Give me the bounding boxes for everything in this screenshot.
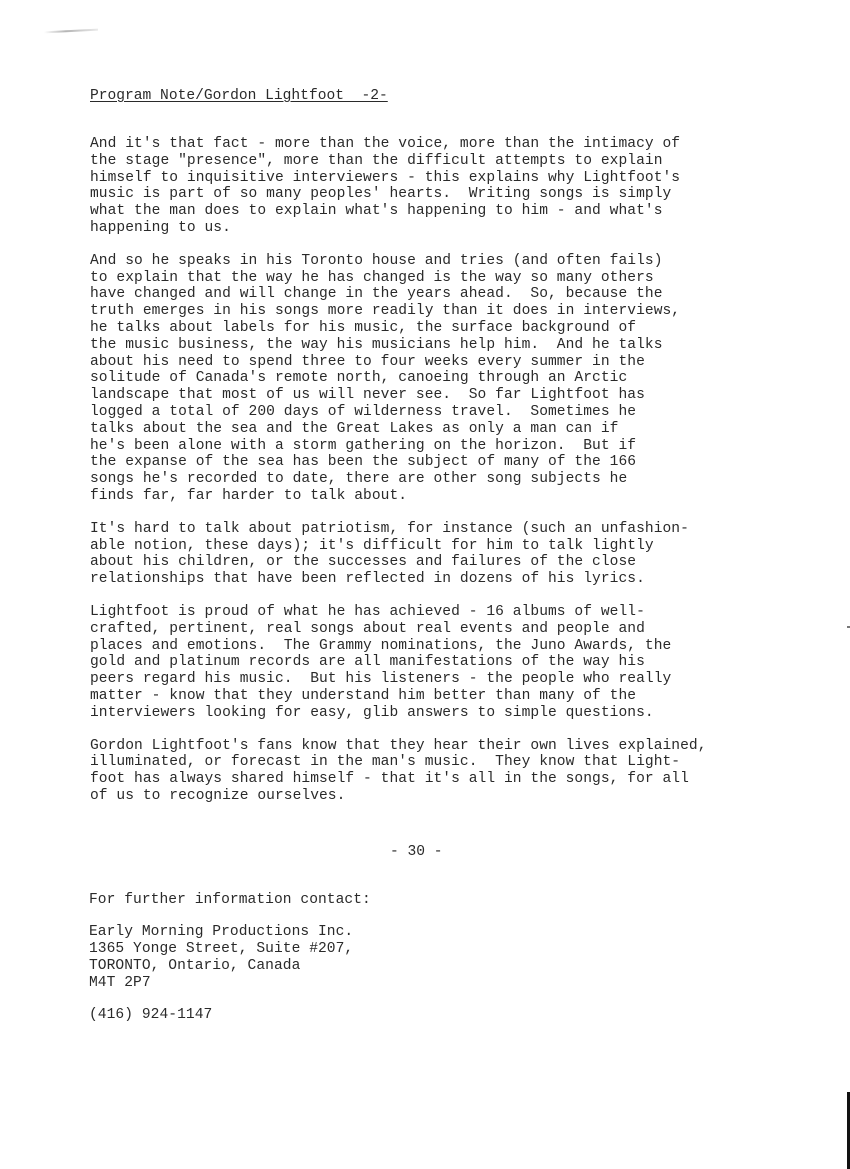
scan-smudge <box>44 29 98 34</box>
address-line: 1365 Yonge Street, Suite #207, <box>89 941 354 957</box>
text-line: the expanse of the sea has been the subject of many of the 166 <box>90 454 637 471</box>
end-mark: - 30 - <box>390 844 443 860</box>
text-line: the music business, the way his musicians help him. And he talks <box>90 336 663 353</box>
address-line: TORONTO, Ontario, Canada <box>89 958 301 974</box>
paragraph-4 <box>90 604 810 722</box>
text-line: what the man does to explain what's happening to him - and what's <box>90 203 663 220</box>
text-line: he's been alone with a storm gathering on the horizon. But if <box>90 437 637 454</box>
text-line: about his children, or the successes and failures of the close <box>90 554 637 571</box>
phone-number <box>89 1007 589 1024</box>
text-line: landscape that most of us will never see. So far Lightfoot has <box>90 387 645 404</box>
text-line: about his need to spend three to four weeks every summer in the <box>90 353 645 370</box>
text-line: songs he's recorded to date, there are other song subjects he <box>90 471 628 488</box>
text-line: And it's that fact - more than the voice, more than the intimacy of <box>90 136 681 152</box>
page-header: Program Note/Gordon Lightfoot -2- <box>90 88 388 104</box>
program-note-body <box>90 136 810 821</box>
text-line: peers regard his music. But his listeners - the people who really <box>90 671 672 688</box>
paragraph-1 <box>90 136 810 237</box>
text-line: finds far, far harder to talk about. <box>90 487 408 504</box>
text-line: to explain that the way he has changed is the way so many others <box>90 269 654 286</box>
text-line: of us to recognize ourselves. <box>90 787 346 804</box>
text-line: And so he speaks in his Toronto house and tries (and often fails) <box>90 252 663 269</box>
address-line: M4T 2P7 <box>89 975 151 991</box>
text-line: music is part of so many peoples' hearts. Writing songs is simply <box>90 186 672 203</box>
contact-block <box>89 892 589 1024</box>
text-line: relationships that have been reflected in dozens of his lyrics. <box>90 571 645 588</box>
text-line: It's hard to talk about patriotism, for instance (such an unfashion- <box>90 520 689 537</box>
text-line: the stage "presence", more than the difficult attempts to explain <box>90 152 663 169</box>
paragraph-5 <box>90 738 810 805</box>
text-line: have changed and will change in the years ahead. So, because the <box>90 286 663 303</box>
text-line: places and emotions. The Grammy nominations, the Juno Awards, the <box>90 637 672 654</box>
text-line: he talks about labels for his music, the surface background of <box>90 319 637 336</box>
text-line: interviewers looking for easy, glib answers to simple questions. <box>90 704 654 721</box>
text-line: foot has always shared himself - that it's all in the songs, for all <box>90 771 689 788</box>
contact-label-text: For further information contact: <box>89 892 371 908</box>
text-line: logged a total of 200 days of wilderness travel. Sometimes he <box>90 403 637 420</box>
text-line: truth emerges in his songs more readily than it does in interviews, <box>90 303 681 320</box>
text-line: Gordon Lightfoot's fans know that they hear their own lives explained, <box>90 737 707 754</box>
text-line: able notion, these days); it's difficult for him to talk lightly <box>90 537 654 554</box>
text-line: himself to inquisitive interviewers - this explains why Lightfoot's <box>90 169 681 186</box>
phone-number-text: (416) 924-1147 <box>89 1007 213 1023</box>
text-line: crafted, pertinent, real songs about real events and people and <box>90 620 645 637</box>
company-address <box>89 924 589 992</box>
text-line: matter - know that they understand him better than many of the <box>90 687 637 704</box>
text-line: gold and platinum records are all manifestations of the way his <box>90 654 645 671</box>
text-line: illuminated, or forecast in the man's music. They know that Light- <box>90 754 681 771</box>
contact-label <box>89 892 589 909</box>
text-line: talks about the sea and the Great Lakes as only a man can if <box>90 420 619 437</box>
text-line: happening to us. <box>90 219 231 236</box>
paragraph-3 <box>90 521 810 588</box>
address-line: Early Morning Productions Inc. <box>89 924 354 940</box>
text-line: Lightfoot is proud of what he has achieved - 16 albums of well- <box>90 603 645 620</box>
text-line: solitude of Canada's remote north, canoeing through an Arctic <box>90 370 628 387</box>
paragraph-2 <box>90 253 810 505</box>
